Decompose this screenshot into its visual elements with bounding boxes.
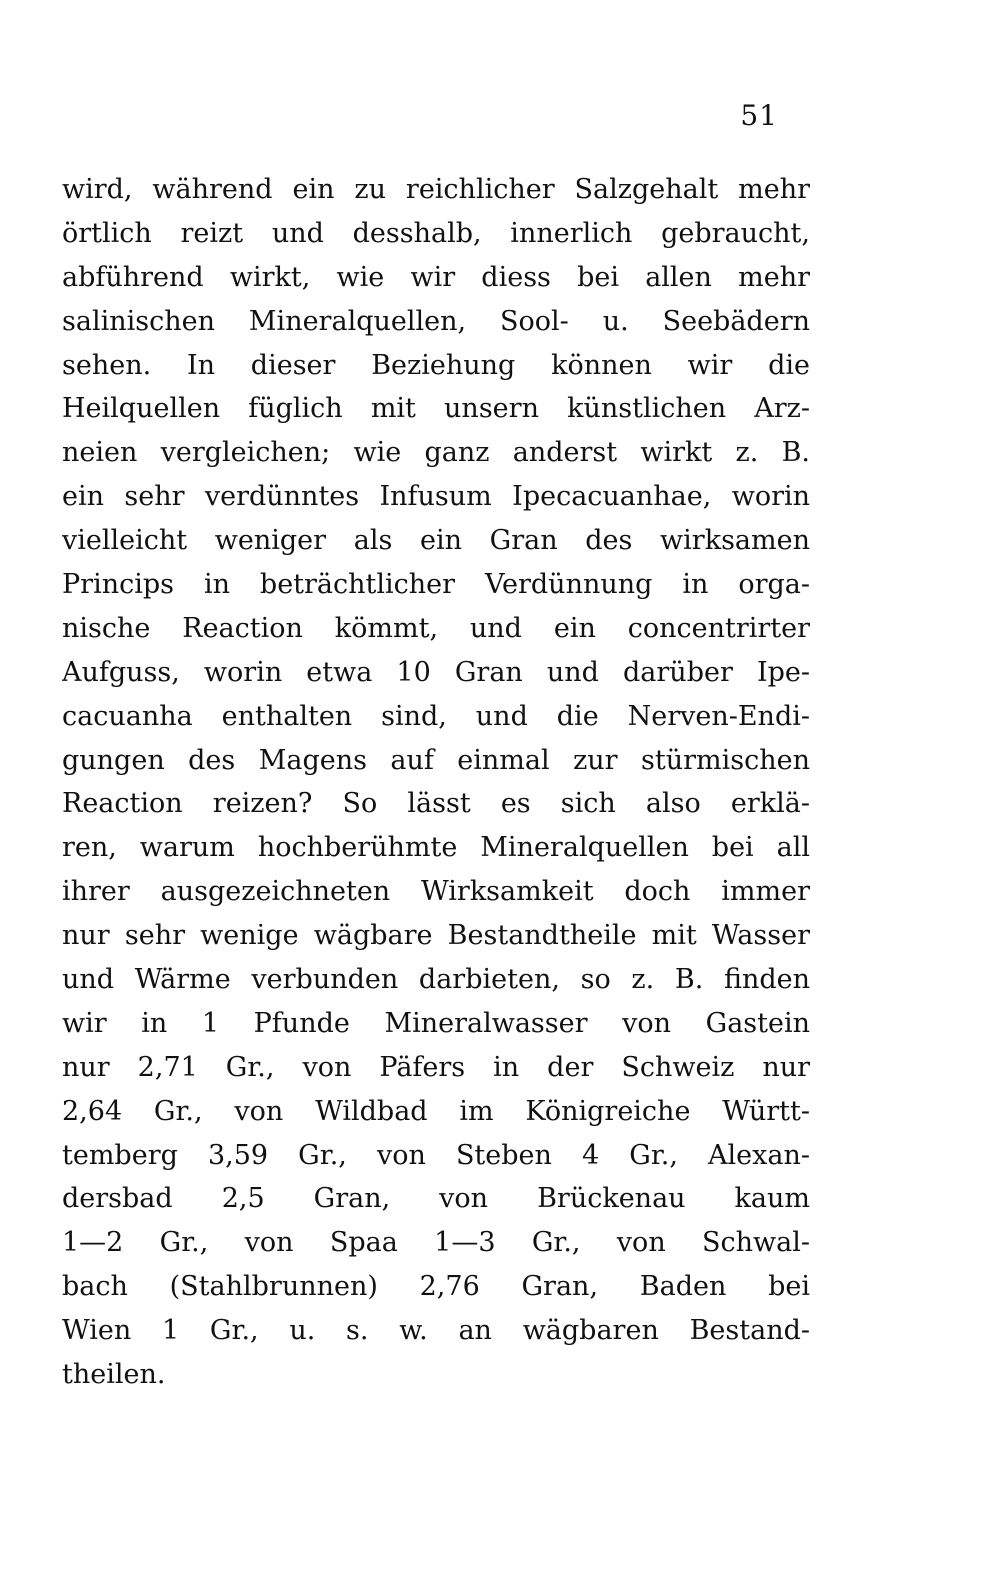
text-line: Aufguss, worin etwa 10 Gran und darüber Ipe- xyxy=(62,656,810,688)
text-line: 1—2 Gr., von Spaa 1—3 Gr., von Schwal- xyxy=(62,1227,810,1259)
text-line: 2,64 Gr., von Wildbad im Königreiche Württ- xyxy=(62,1095,810,1127)
text-line: wird, während ein zu reichlicher Salzgehalt mehr xyxy=(62,174,810,205)
text-line: temberg 3,59 Gr., von Steben 4 Gr., Alexan- xyxy=(62,1139,810,1171)
text-line: ein sehr verdünntes Infusum Ipecacuanhae, worin xyxy=(62,481,810,513)
text-line: Heilquellen füglich mit unsern künstlichen Arz- xyxy=(62,393,810,425)
text-line: wir in 1 Pfunde Mineralwasser von Gastein xyxy=(62,1007,810,1039)
text-line: nur sehr wenige wägbare Bestandtheile mit Wasser xyxy=(62,920,810,952)
page-number: 51 xyxy=(740,99,778,132)
text-line: ihrer ausgezeichneten Wirksamkeit doch immer xyxy=(62,876,810,908)
text-line: abführend wirkt, wie wir diess bei allen mehr xyxy=(62,261,810,293)
text-line: vielleicht weniger als ein Gran des wirksamen xyxy=(62,525,810,557)
text-line: nische Reaction kömmt, und ein concentrirter xyxy=(62,612,810,644)
text-line: bach (Stahlbrunnen) 2,76 Gran, Baden bei xyxy=(62,1271,810,1303)
body-text xyxy=(62,168,810,1397)
text-line: cacuanha enthalten sind, und die Nerven-Endi- xyxy=(62,700,810,732)
text-line: dersbad 2,5 Gran, von Brückenau kaum xyxy=(62,1183,810,1215)
text-line: neien vergleichen; wie ganz anderst wirkt z. B. xyxy=(62,437,810,469)
text-line: Princips in beträchtlicher Verdünnung in orga- xyxy=(62,569,810,601)
text-line: nur 2,71 Gr., von Päfers in der Schweiz nur xyxy=(62,1051,810,1083)
text-line: ren, warum hochberühmte Mineralquellen bei all xyxy=(62,832,810,864)
text-line: gungen des Magens auf einmal zur stürmischen xyxy=(62,744,810,776)
text-line: sehen. In dieser Beziehung können wir die xyxy=(62,349,810,381)
text-line: salinischen Mineralquellen, Sool- u. Seebädern xyxy=(62,305,810,337)
text-line: örtlich reizt und desshalb, innerlich gebraucht, xyxy=(62,217,810,249)
text-line: theilen. xyxy=(62,1359,166,1391)
text-line: Wien 1 Gr., u. s. w. an wägbaren Bestand- xyxy=(62,1315,810,1347)
text-line: und Wärme verbunden darbieten, so z. B. finden xyxy=(62,964,810,996)
text-line: Reaction reizen? So lässt es sich also erklä- xyxy=(62,788,810,820)
